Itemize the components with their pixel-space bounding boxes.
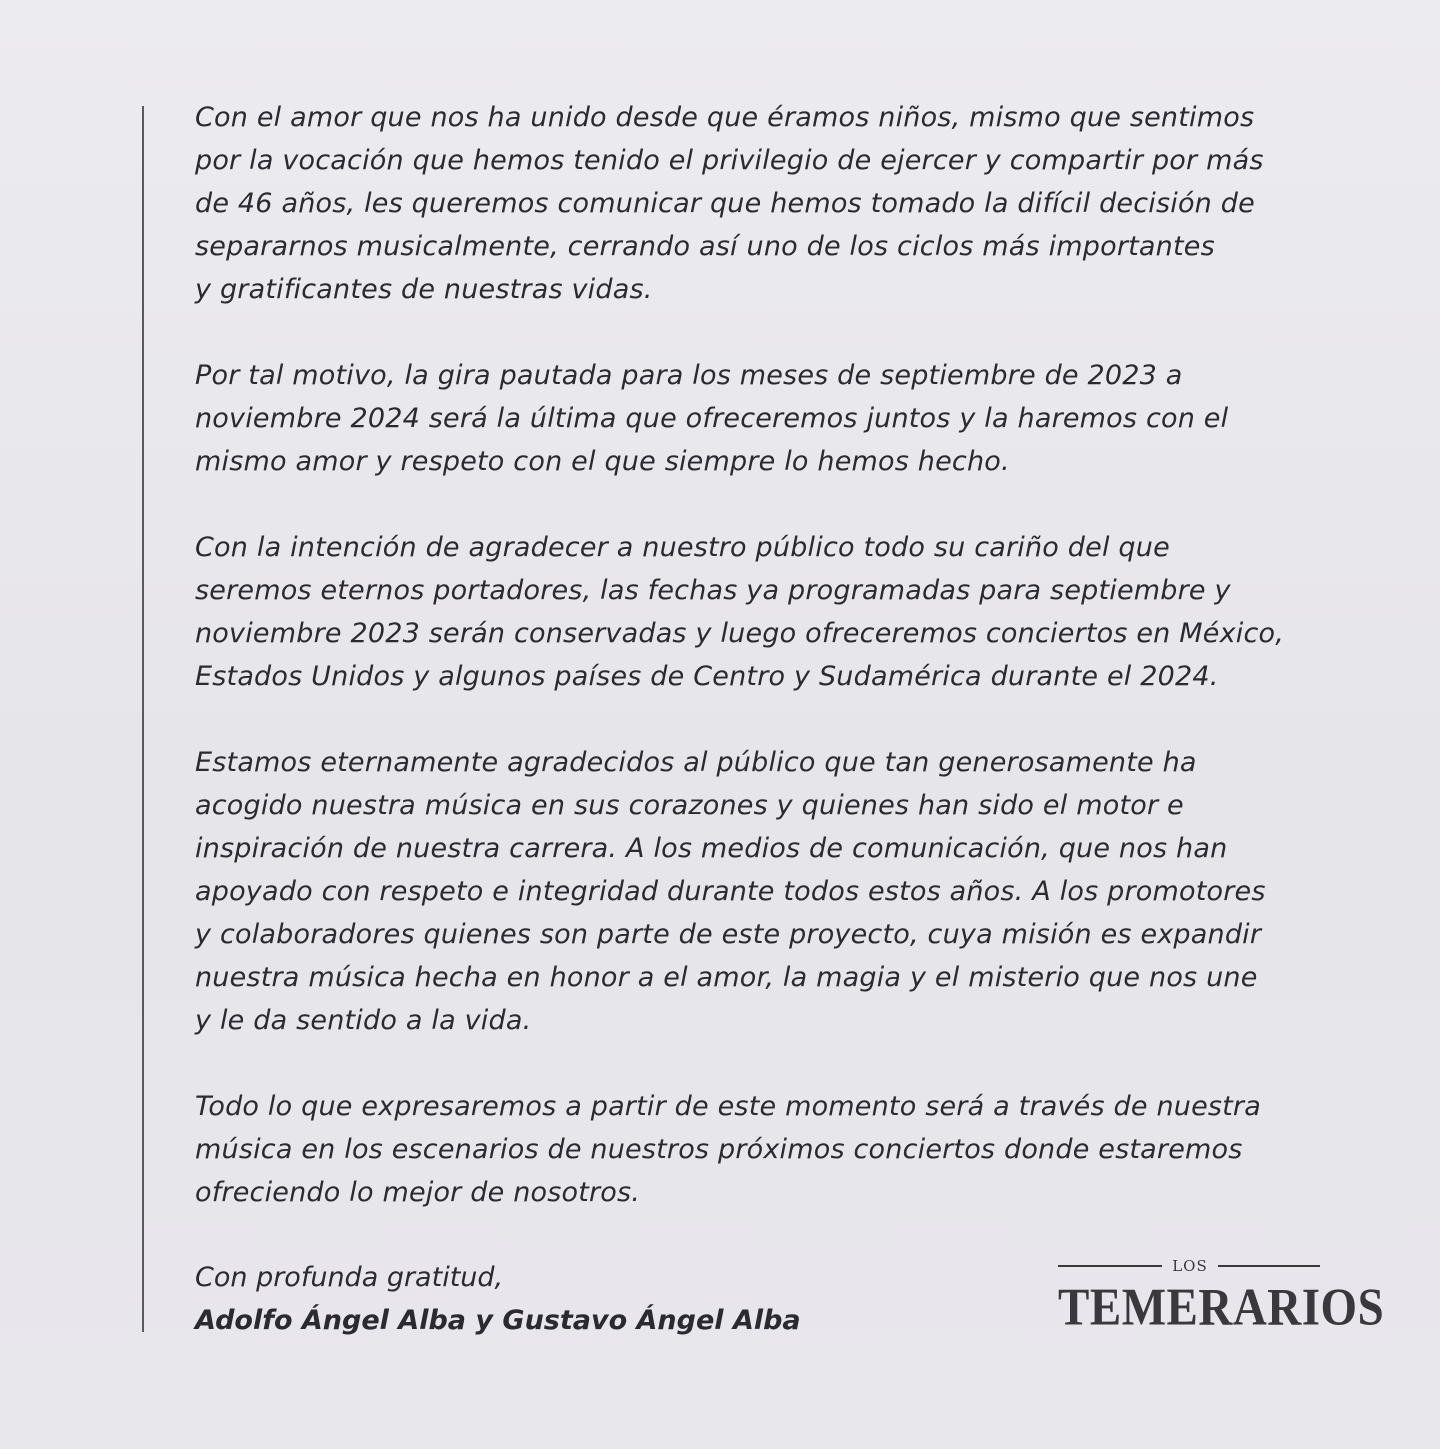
text-line: Estamos eternamente agradecidos al público que tan generosamente ha (195, 747, 1197, 778)
text-line: Con la intención de agradecer a nuestro público todo su cariño del que (195, 532, 1170, 563)
logo-top-band (1058, 1253, 1320, 1277)
text-line: de 46 años, les queremos comunicar que hemos tomado la difícil decisión de (195, 188, 1255, 219)
text-line: seremos eternos portadores, las fechas ya programadas para septiembre y (195, 575, 1231, 606)
text-line: por la vocación que hemos tenido el privilegio de ejercer y compartir por más (195, 145, 1264, 176)
text-line: mismo amor y respeto con el que siempre lo hemos hecho. (195, 446, 1010, 477)
text-line: música en los escenarios de nuestros próximos conciertos donde estaremos (195, 1134, 1243, 1165)
text-line: Con el amor que nos ha unido desde que éramos niños, mismo que sentimos (195, 102, 1255, 133)
text-line: noviembre 2023 serán conservadas y luego ofreceremos conciertos en México, (195, 618, 1285, 649)
vertical-rule (142, 106, 144, 1332)
text-line: y colaboradores quienes son parte de este proyecto, cuya misión es expandir (195, 919, 1262, 950)
logo-left-bar (1058, 1265, 1162, 1267)
logo-main-text: TEMERARIOS (1058, 1278, 1385, 1337)
los-temerarios-logo (1058, 1253, 1385, 1337)
text-line: acogido nuestra música en sus corazones y quienes han sido el motor e (195, 790, 1184, 821)
salutation: Con profunda gratitud, (195, 1262, 504, 1293)
signers: Adolfo Ángel Alba y Gustavo Ángel Alba (195, 1305, 801, 1336)
text-line: Por tal motivo, la gira pautada para los meses de septiembre de 2023 a (195, 360, 1183, 391)
text-line: separarnos musicalmente, cerrando así uno de los ciclos más importantes (195, 231, 1215, 262)
statement-body (195, 96, 1375, 1214)
text-line: noviembre 2024 será la última que ofreceremos juntos y la haremos con el (195, 403, 1229, 434)
text-line: ofreciendo lo mejor de nosotros. (195, 1177, 641, 1208)
text-line: nuestra música hecha en honor a el amor, la magia y el misterio que nos une (195, 962, 1258, 993)
paragraph (195, 96, 1375, 311)
text-line: Estados Unidos y algunos países de Centro y Sudamérica durante el 2024. (195, 661, 1219, 692)
text-line: Todo lo que expresaremos a partir de este momento será a través de nuestra (195, 1091, 1261, 1122)
text-line: inspiración de nuestra carrera. A los medios de comunicación, que nos han (195, 833, 1228, 864)
paragraph (195, 526, 1375, 698)
paragraph (195, 1085, 1375, 1214)
closing-signature (195, 1256, 995, 1342)
text-line: y gratificantes de nuestras vidas. (195, 274, 653, 305)
paragraph (195, 354, 1375, 483)
logo-right-bar (1218, 1265, 1320, 1267)
paragraph (195, 741, 1375, 1042)
text-line: y le da sentido a la vida. (195, 1005, 532, 1036)
logo-small-text: LOS (1172, 1257, 1208, 1275)
text-line: apoyado con respeto e integridad durante todos estos años. A los promotores (195, 876, 1266, 907)
